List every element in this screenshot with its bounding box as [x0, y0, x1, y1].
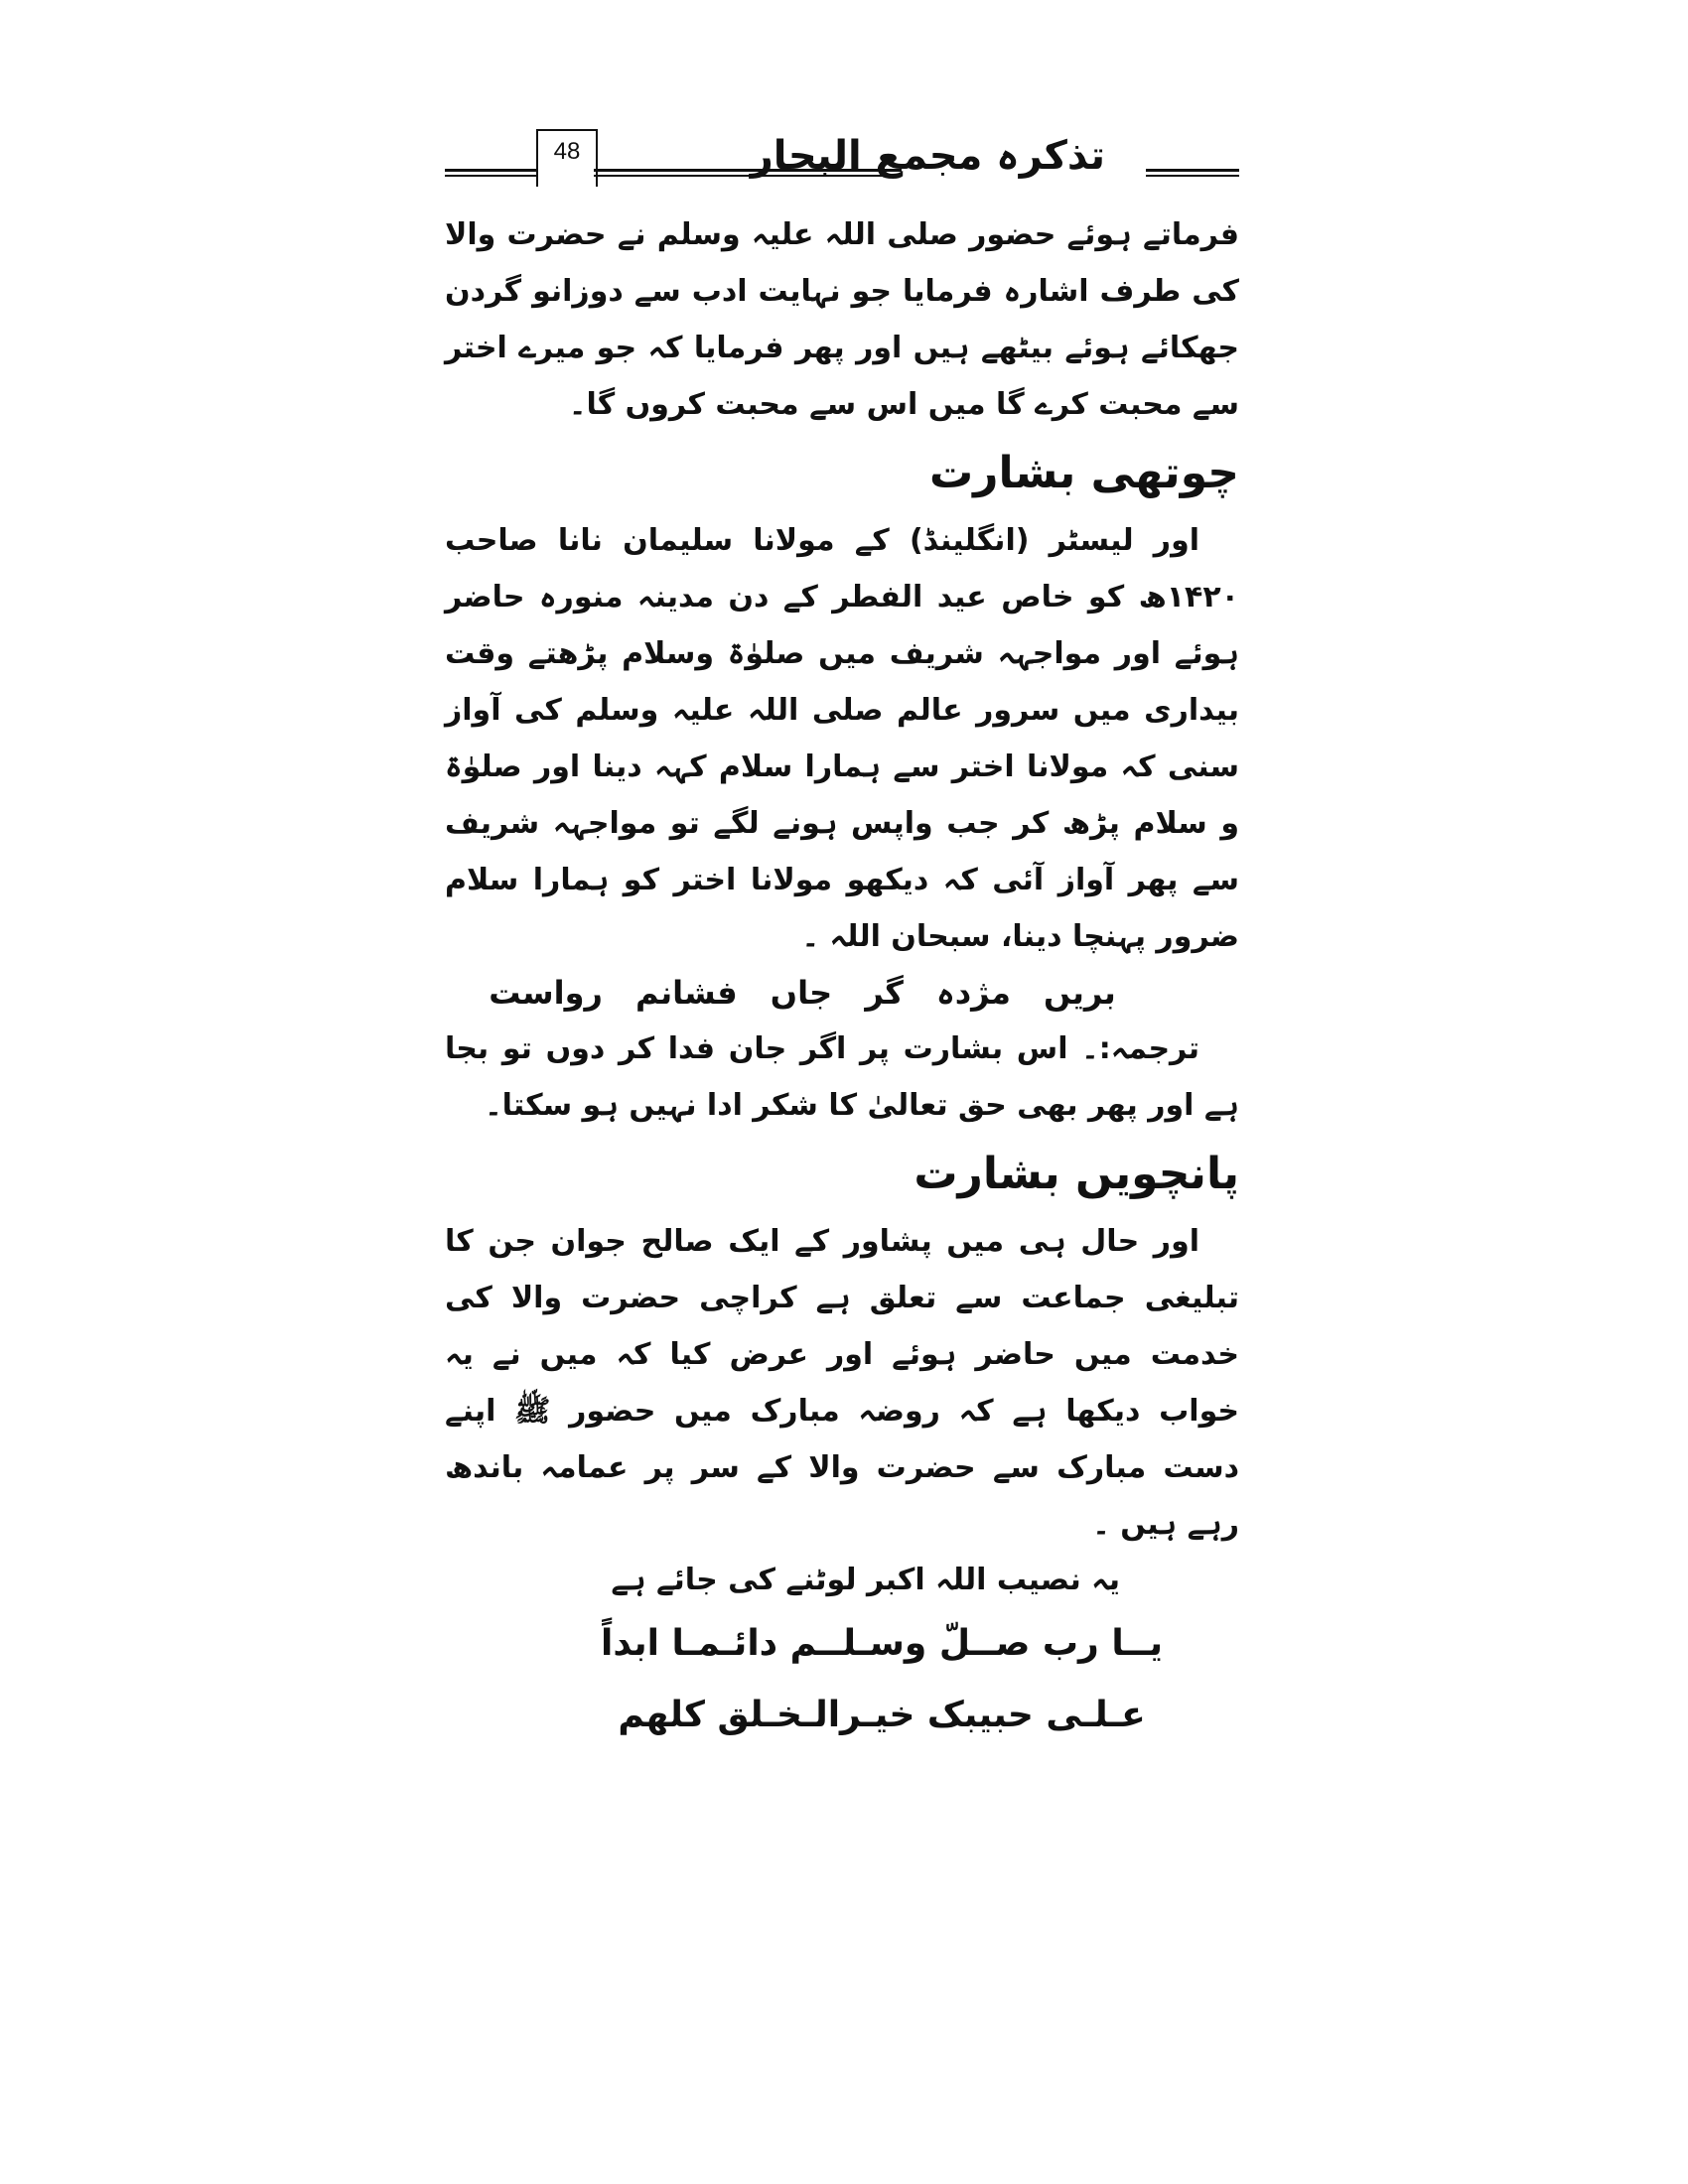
arabic-salutation-line-1: یــا رب صــلّ وسـلــم دائـمـا ابداً	[601, 1623, 1163, 1664]
header-rule-left	[445, 169, 536, 177]
persian-couplet: بریں مژدہ گر جاں فشانم رواست	[489, 974, 1116, 1012]
running-header	[445, 129, 1239, 191]
page-number: 48	[536, 129, 598, 187]
text-column	[445, 206, 1239, 1751]
section-heading-fourth-glad-tiding: چوتھی بشارت	[928, 448, 1239, 498]
book-title: تذکرہ مجمع البحار	[750, 133, 1105, 179]
paragraph-4: اور حال ہی میں پشاور کے ایک صالح جوان جن کا تبلیغی جماعت سے تعلق ہے کراچی حضرت والا کی خدمت میں حاضر ہوئے اور عرض کیا کہ میں نے یہ خواب دیکھا ہے کہ روضہ مبارک میں حضور ﷺ اپنے دست مبارک سے حضرت والا کے سر پر عمامہ باندھ رہے ہیں ۔	[445, 1224, 1239, 1542]
paragraph-1: فرماتے ہوئے حضور صلی اللہ علیہ وسلم نے حضرت والا کی طرف اشارہ فرمایا جو نہایت ادب سے دوزانو گردن جھکائے ہوئے بیٹھے ہیں اور پھر فرمایا کہ جو میرے اختر سے محبت کرے گا میں اس سے محبت کروں گا۔	[445, 217, 1239, 422]
paragraph-2: اور لیسٹر (انگلینڈ) کے مولانا سلیمان نانا صاحب ۱۴۲۰ھ کو خاص عید الفطر کے دن مدینہ منورہ حاضر ہوئے اور مواجہہ شریف میں صلوٰۃ وسلام پڑھتے وقت بیداری میں سرور عالم صلی اللہ علیہ وسلم کی آواز سنی کہ مولانا اختر سے ہمارا سلام کہہ دینا اور صلوٰۃ و سلام پڑھ کر جب واپس ہونے لگے تو مواجہہ شریف سے پھر آواز آئی کہ دیکھو مولانا اختر کو ہمارا سلام ضرور پہنچا دینا، سبحان اللہ ۔	[445, 523, 1239, 954]
section-heading-fifth-glad-tiding: پانچویں بشارت	[914, 1149, 1239, 1199]
arabic-salutation-line-2: عـلـی حبیبک خیـرالـخـلق کلھم	[618, 1695, 1146, 1735]
translation-paragraph: ترجمہ:۔ اس بشارت پر اگر جان فدا کر دوں تو بجا ہے اور پھر بھی حق تعالیٰ کا شکر ادا نہیں ہو سکتا۔	[445, 1031, 1239, 1123]
poem-line: یہ نصیب اللہ اکبر لوٹنے کی جائے ہے	[611, 1563, 1120, 1597]
header-rule-right	[1146, 169, 1239, 177]
header-rule-middle	[594, 169, 902, 177]
